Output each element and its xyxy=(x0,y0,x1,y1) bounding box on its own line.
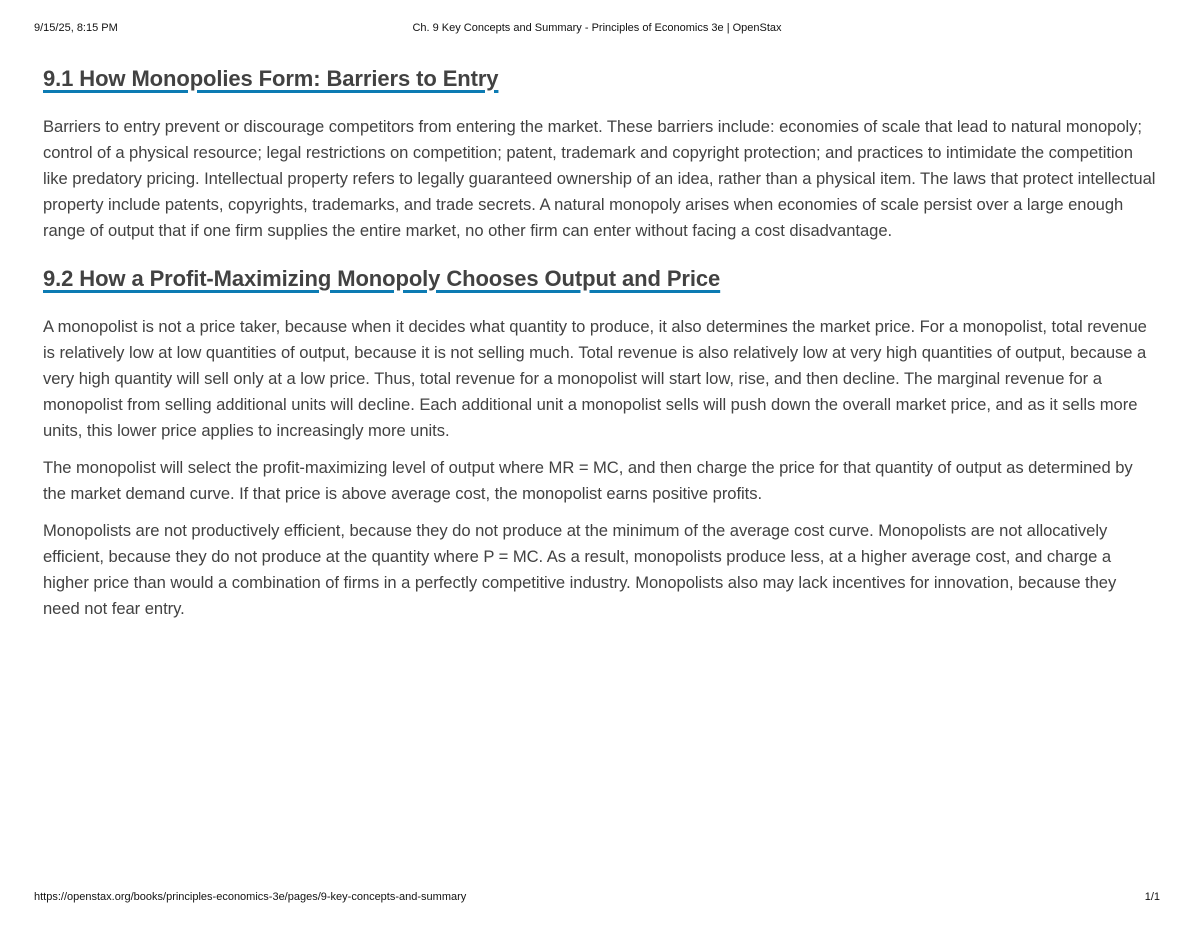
main-content xyxy=(43,64,1157,622)
section-9-2-paragraph-3: Monopolists are not productively efficient, because they do not produce at the minimum of the average cost curve. Monopolists are not allocatively efficient, because they do not produce at the quantity where P = MC. As a result, monopolists produce less, at a higher average cost, and charge a higher price than would a combination of firms in a perfectly competitive industry. Monopolists also may lack incentives for innovation, because they need not fear entry. xyxy=(43,521,1117,618)
section-heading-9-1[interactable]: 9.1 How Monopolies Form: Barriers to Entry xyxy=(43,66,499,91)
section-heading-wrap xyxy=(43,264,1157,298)
print-page-count: 1/1 xyxy=(1144,891,1160,903)
print-url: https://openstax.org/books/principles-economics-3e/pages/9-key-concepts-and-summary xyxy=(34,891,467,903)
print-footer xyxy=(34,891,1160,907)
print-header xyxy=(34,22,1160,38)
section-heading-wrap xyxy=(43,64,1157,98)
section-9-1-paragraph: Barriers to entry prevent or discourage competitors from entering the market. These barriers include: economies of scale that lead to natural monopoly; control of a physical resource; legal restrictions on competition; patent, trademark and copyright protection; and practices to intimidate the competition like predatory pricing. Intellectual property refers to legally guaranteed ownership of an idea, rather than a physical item. The laws that protect intellectual property include patents, copyrights, trademarks, and trade secrets. A natural monopoly arises when economies of scale persist over a large enough range of output that if one firm supplies the entire market, no other firm can enter without facing a cost disadvantage. xyxy=(43,117,1156,240)
print-page-title: Ch. 9 Key Concepts and Summary - Principles of Economics 3e | OpenStax xyxy=(412,22,782,34)
section-9-2-paragraph-1: A monopolist is not a price taker, because when it decides what quantity to produce, it also determines the market price. For a monopolist, total revenue is relatively low at low quantities of output, because it is not selling much. Total revenue is also relatively low at very high quantities of output, because a very high quantity will sell only at a low price. Thus, total revenue for a monopolist will start low, rise, and then decline. The marginal revenue for a monopolist from selling additional units will decline. Each additional unit a monopolist sells will push down the overall market price, and as it sells more units, this lower price applies to increasingly more units. xyxy=(43,317,1147,440)
section-heading-9-2[interactable]: 9.2 How a Profit-Maximizing Monopoly Chooses Output and Price xyxy=(43,266,721,291)
print-datetime: 9/15/25, 8:15 PM xyxy=(34,22,118,34)
section-9-2-paragraph-2: The monopolist will select the profit-maximizing level of output where MR = MC, and then charge the price for that quantity of output as determined by the market demand curve. If that price is above average cost, the monopolist earns positive profits. xyxy=(43,458,1133,503)
